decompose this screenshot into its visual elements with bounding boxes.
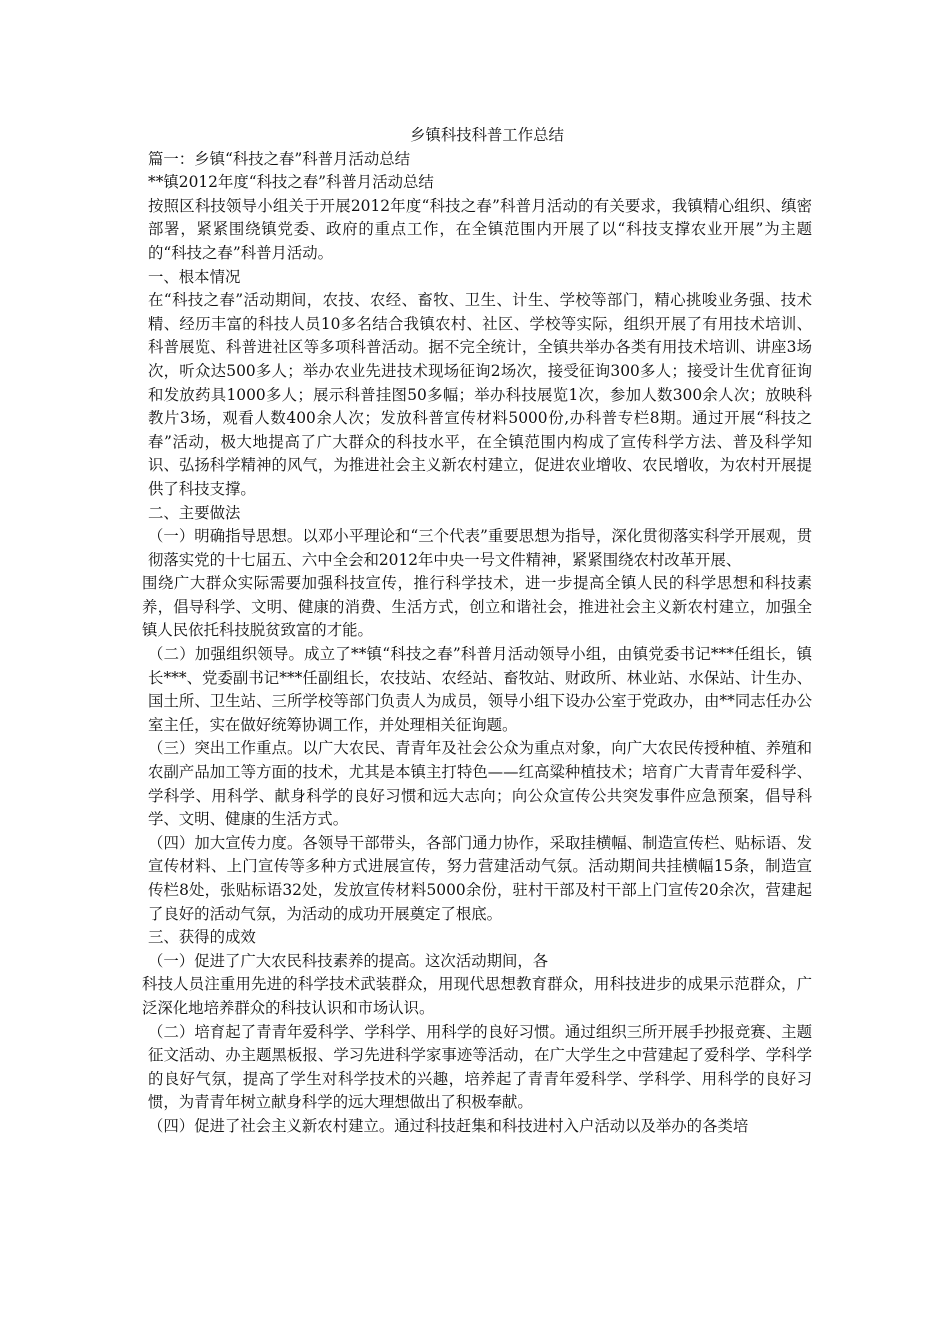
section-1-body: 在“科技之春”活动期间，农技、农经、畜牧、卫生、计生、学校等部门，精心挑唆业务强、技术精、经历丰富的科技人员10多名结合我镇农村、社区、学校等实际，组织开展了有用技术培训、科普展览、科普进社区等多项科普活动。据不完全统计，全镇共举办各类有用技术培训、讲座3场次，听众达500多人；举办农业先进技术现场征询2场次，接受征询300多人；接受计生优育征询和发放药具1000多人；展示科普挂图50多幅；举办科技展览1次，参加人数300余人次；放映科教片3场，观看人数400余人次；发放科普宣传材料5000份,办科普专栏8期。通过开展“科技之春”活动，极大地提高了广大群众的科技水平，在全镇范围内构成了宣传科学方法、普及科学知识、弘扬科学精神的风气，为推进社会主义新农村建立，促进农业增收、农民增收，为农村开展提供了科技支撑。 xyxy=(148,291,812,498)
section-2-paragraph-4: （四）加大宣传力度。各领导干部带头，各部门通力协作，采取挂横幅、制造宣传栏、贴标语、发宣传材料、上门宣传等多种方式进展宣传，努力营建活动气氛。活动期间共挂横幅15条，制造宣传栏8处，张贴标语32处，发放宣传材料5000余份，驻村干部及村干部上门宣传20余次，营建起了良好的活动气氛，为活动的成功开展奠定了根底。 xyxy=(148,833,812,923)
section-3-paragraph-4: （四）促进了社会主义新农村建立。通过科技赶集和科技进村入户活动以及举办的各类培 xyxy=(148,1116,749,1135)
subtitle-2: **镇2012年度“科技之春”科普月活动总结 xyxy=(148,173,434,192)
section-2-paragraph-2: （二）加强组织领导。成立了**镇“科技之春”科普月活动领导小组，由镇党委书记***任组长，镇长***、党委副书记***任副组长，农技站、农经站、畜牧站、财政所、林业站、水保站、计生办、国土所、卫生站、三所学校等部门负责人为成员，领导小组下设办公室于党政办，由**同志任办公室主任，实在做好统筹协调工作，并处理相关征询题。 xyxy=(148,645,812,734)
section-3-paragraph-1: （一）促进了广大农民科技素养的提高。这次活动期间，各 xyxy=(148,951,549,970)
section-3-paragraph-2: （二）培育起了青青年爱科学、学科学、用科学的良好习惯。通过组织三所开展手抄报竞赛、主题征文活动、办主题黑板报、学习先进科学家事迹等活动，在广大学生之中营建起了爱科学、学科学的良好气氛，提高了学生对科学技术的兴趣，培养起了青青年爱科学、学科学、用科学的良好习惯，为青青年树立献身科学的远大理想做出了积极奉献。 xyxy=(148,1022,812,1112)
section-2-heading: 二、主要做法 xyxy=(148,503,241,522)
section-1-heading: 一、根本情况 xyxy=(148,267,241,286)
section-3-heading: 三、获得的成效 xyxy=(148,928,256,947)
section-3-paragraph-1-continued: 科技人员注重用先进的科学技术武装群众，用现代思想教育群众，用科技进步的成果示范群众，广泛深化地培养群众的科技认识和市场认识。 xyxy=(142,975,812,1017)
document-title: 乡镇科技科普工作总结 xyxy=(410,126,564,144)
document-body xyxy=(142,124,812,1139)
subtitle-1: 篇一：乡镇“科技之春”科普月活动总结 xyxy=(148,149,410,168)
section-2-paragraph-3: （三）突出工作重点。以广大农民、青青年及社会公众为重点对象，向广大农民传授种植、养殖和农副产品加工等方面的技术，尤其是本镇主打特色——红高粱种植技术；培育广大青青年爱科学、学科学、用科学、献身科学的良好习惯和远大志向；向公众宣传公共突发事件应急预案，倡导科学、文明、健康的生活方式。 xyxy=(148,739,812,829)
section-2-paragraph-1: （一）明确指导思想。以邓小平理论和“三个代表”重要思想为指导，深化贯彻落实科学开展观，贯彻落实党的十七届五、六中全会和2012年中央一号文件精神，紧紧围绕农村改革开展、 xyxy=(148,527,812,569)
intro-paragraph: 按照区科技领导小组关于开展2012年度“科技之春”科普月活动的有关要求，我镇精心组织、缜密部署，紧紧围绕镇党委、政府的重点工作，在全镇范围内开展了以“科技支撑农业开展”为主题的“科技之春”科普月活动。 xyxy=(148,196,812,262)
section-2-paragraph-1-continued: 围绕广大群众实际需要加强科技宣传，推行科学技术，进一步提高全镇人民的科学思想和科技素养，倡导科学、文明、健康的消费、生活方式，创立和谐社会，推进社会主义新农村建立，加强全镇人民依托科技脱贫致富的才能。 xyxy=(142,574,812,640)
